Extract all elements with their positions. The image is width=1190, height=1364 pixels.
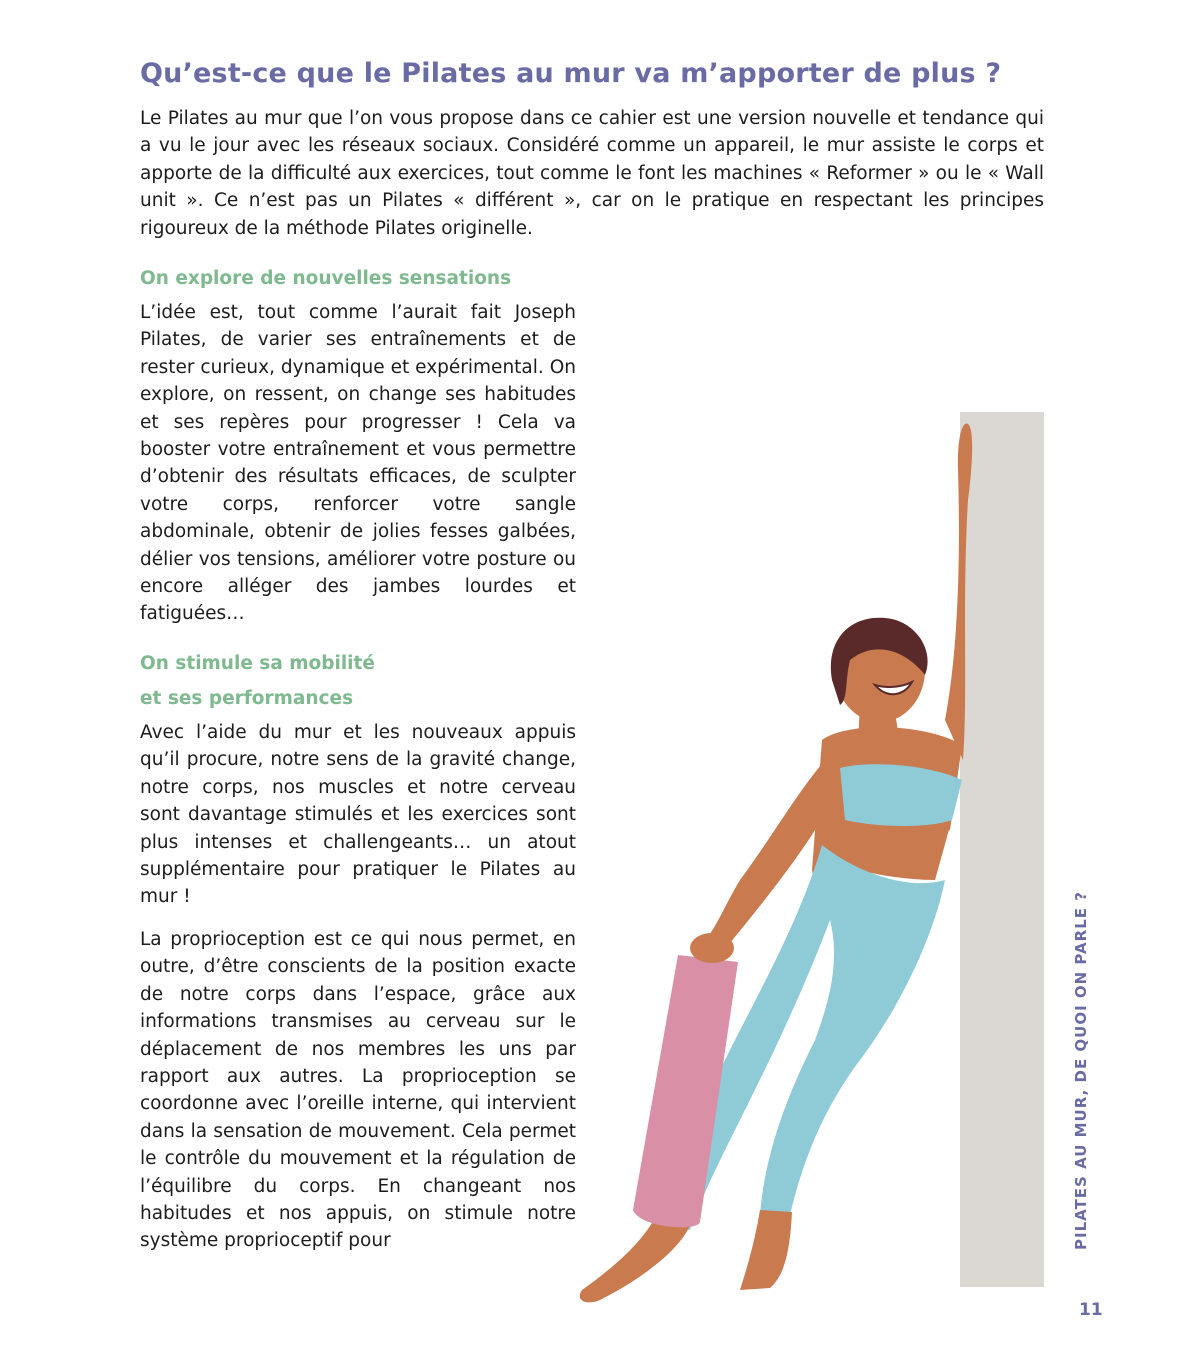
hand bbox=[690, 933, 734, 963]
section-heading-mobility-line2: et ses performances bbox=[140, 688, 354, 709]
sports-bra bbox=[840, 764, 962, 826]
section-heading-mobility-line1: On stimule sa mobilité bbox=[140, 653, 375, 674]
section-heading-sensations: On explore de nouvelles sensations bbox=[140, 268, 512, 289]
intro-paragraph: Le Pilates au mur que l’on vous propose dans ce cahier est une version nouvelle et tendance qui a vu le jour avec les réseaux sociaux. Considéré comme un appareil, le mur assiste le corps et apporte de la difficulté aux exercices, tout comme le font les machines « Reformer » ou le « Wall unit ». Ce n’est pas un Pilates « différent », car on le pratique en respectant les principes rigoureux de la méthode Pilates originelle. bbox=[140, 108, 1044, 239]
running-header-vertical: PILATES AU MUR, DE QUOI ON PARLE ? bbox=[1072, 891, 1090, 1250]
section-body-sensations: L’idée est, tout comme l’aurait fait Joseph Pilates, de varier ses entraînements et de rester curieux, dynamique et expérimental. On explore, on ressent, on change ses habitudes et ses repères pour progresser ! Cela va booster votre entraînement et vous permettre d’obtenir des résultats efficaces, de sculpter votre corps, renforcer votre sangle abdominale, obtenir de jolies fesses galbées, délier vos tensions, améliorer votre posture ou encore alléger des jambes lourdes et fatiguées… bbox=[140, 302, 576, 625]
right-foot bbox=[740, 1210, 792, 1290]
left-foot bbox=[580, 1218, 690, 1302]
raised-arm bbox=[945, 423, 972, 760]
woman-leaning-on-wall-illustration bbox=[560, 410, 980, 1330]
section-body-proprioception: La proprioception est ce qui nous permet, en outre, d’être conscients de la position exacte de notre corps dans l’espace, grâce aux informations transmises au cerveau sur le déplacement de nos membres les uns par rapport aux autres. La proprioception se coordonne avec l’oreille interne, qui intervient dans la sensation de mouvement. Cela permet le contrôle du mouvement et la régulation de l’équilibre du corps. En changeant nos habitudes et nos appuis, on stimule notre système proprioceptif pour bbox=[140, 929, 576, 1252]
section-body-mobility: Avec l’aide du mur et les nouveaux appuis qu’il procure, notre sens de la gravité change, notre corps, nos muscles et notre cerveau sont davantage stimulés et les exercices sont plus intenses et challengeants… un atout supplémentaire pour pratiquer le Pilates au mur ! bbox=[140, 722, 576, 908]
page-title: Qu’est-ce que le Pilates au mur va m’apporter de plus ? bbox=[140, 58, 1002, 89]
page-number: 11 bbox=[1079, 1300, 1103, 1320]
